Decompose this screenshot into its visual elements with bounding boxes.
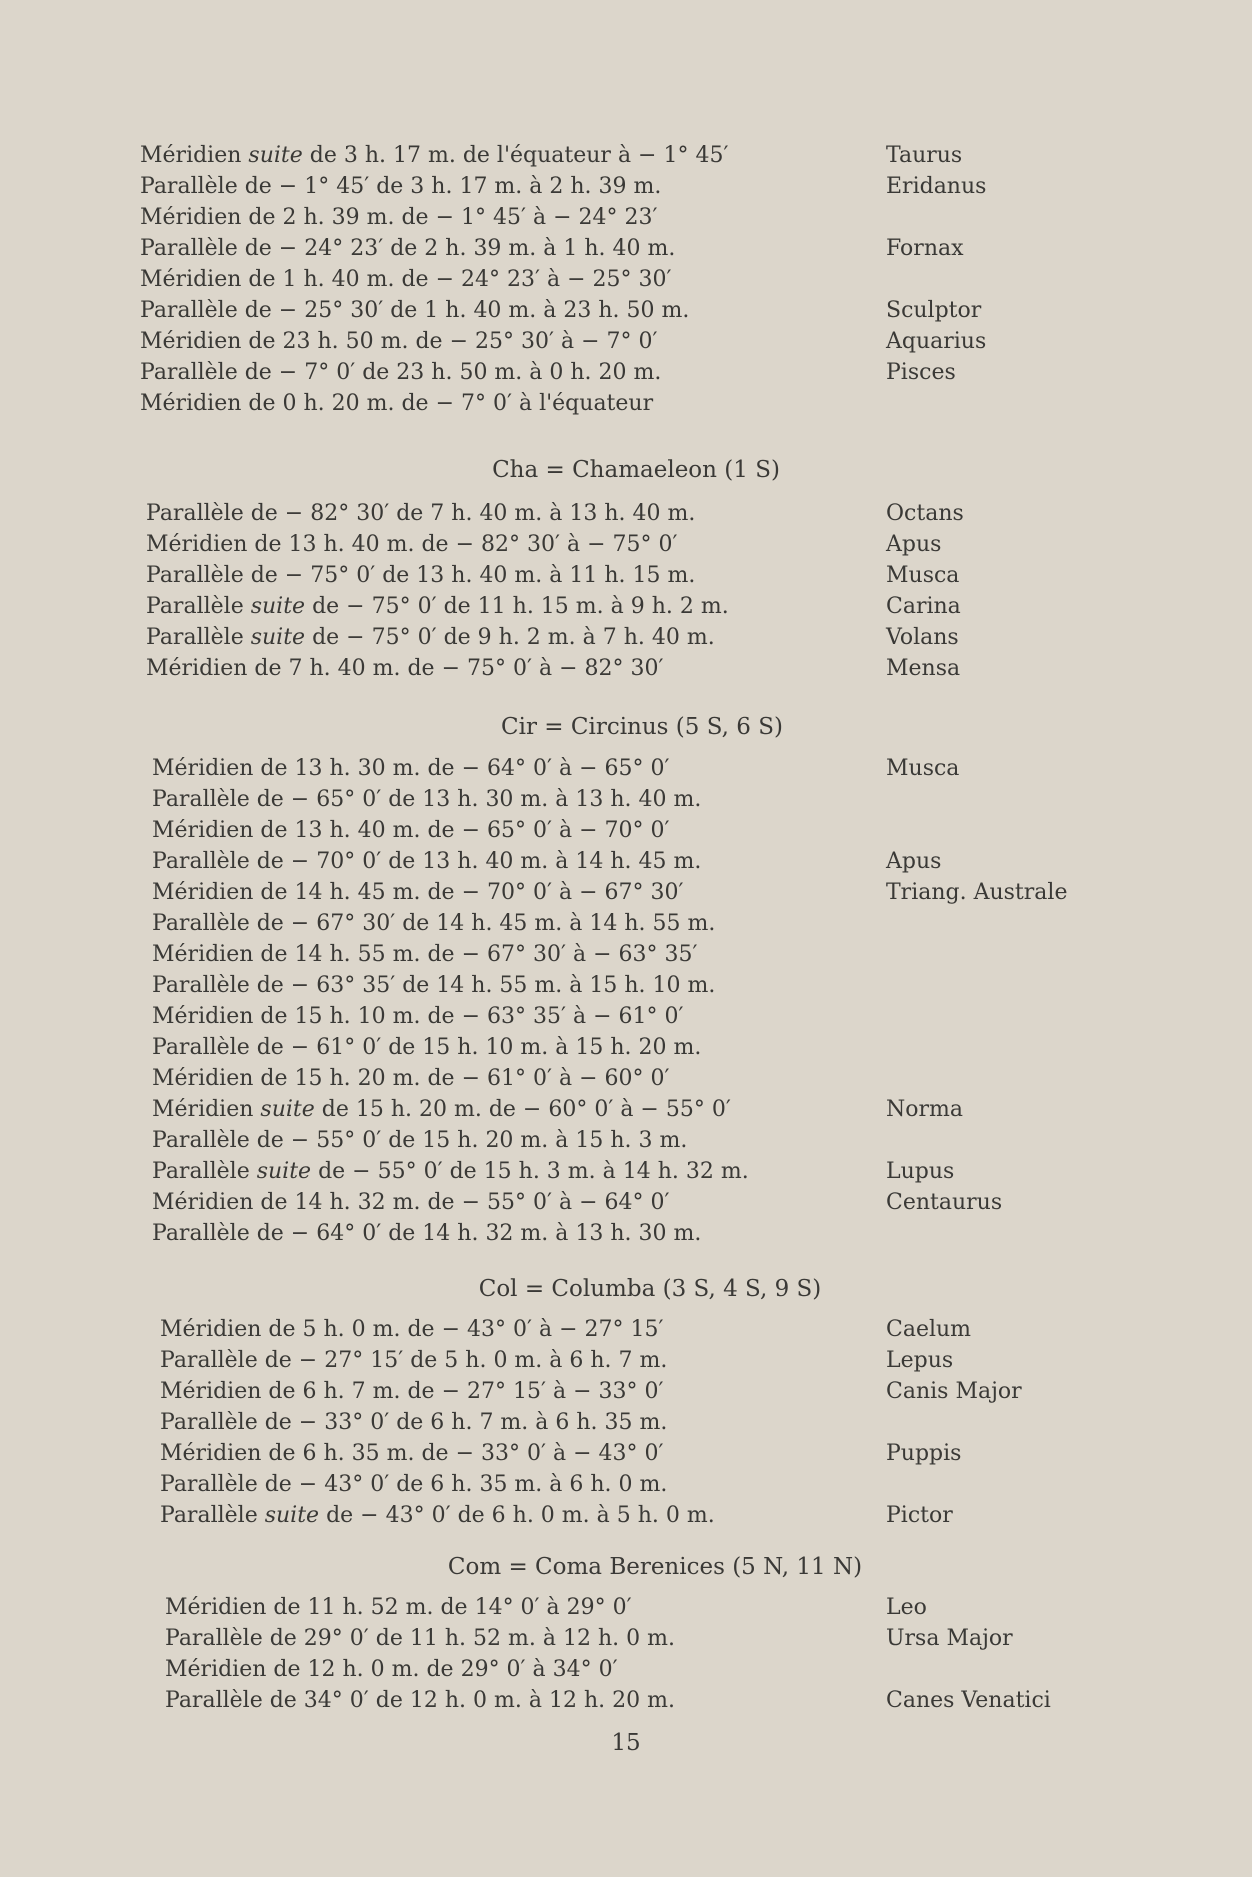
description-text: Parallèle de − 82° 30′ de 7 h. 40 m. à 13 h. 40 m. <box>146 501 696 526</box>
boundary-description <box>152 753 669 784</box>
neighbour-constellation: Caelum <box>886 1317 972 1342</box>
description-text: Méridien de 11 h. 52 m. de 14° 0′ à 29° 0′ <box>165 1595 632 1620</box>
boundary-row <box>146 498 1106 529</box>
boundary-description <box>152 1156 749 1187</box>
boundary-row <box>160 1376 1120 1407</box>
boundary-description <box>140 326 657 357</box>
neighbour-constellation: Taurus <box>886 143 963 168</box>
description-text: Parallèle de − 61° 0′ de 15 h. 10 m. à 15 h. 20 m. <box>152 1035 702 1060</box>
description-text: Méridien de 15 h. 10 m. de − 63° 35′ à − 61° 0′ <box>152 1004 684 1029</box>
description-text: Parallèle de − 67° 30′ de 14 h. 45 m. à 14 h. 55 m. <box>152 911 716 936</box>
boundary-description <box>152 846 701 877</box>
description-text: Parallèle <box>146 625 251 650</box>
description-text: Méridien de 7 h. 40 m. de − 75° 0′ à − 82° 30′ <box>146 656 664 681</box>
boundary-description <box>165 1623 675 1654</box>
boundary-description <box>165 1685 675 1716</box>
description-text: Parallèle <box>146 594 251 619</box>
description-text: Parallèle de − 1° 45′ de 3 h. 17 m. à 2 h. 39 m. <box>140 174 662 199</box>
boundary-description <box>140 357 661 388</box>
neighbour-constellation: Apus <box>886 849 942 874</box>
boundary-row <box>165 1623 1125 1654</box>
boundary-description <box>146 622 715 653</box>
boundary-row <box>152 1063 1112 1094</box>
boundary-description <box>140 388 653 419</box>
neighbour-constellation: Leo <box>886 1595 927 1620</box>
description-text: Méridien de 1 h. 40 m. de − 24° 23′ à − 25° 30′ <box>140 267 672 292</box>
boundary-row <box>146 529 1106 560</box>
boundary-row <box>140 295 1100 326</box>
boundary-row <box>165 1592 1125 1623</box>
description-text: Parallèle de 29° 0′ de 11 h. 52 m. à 12 h. 0 m. <box>165 1626 675 1651</box>
boundary-row <box>152 1125 1112 1156</box>
description-text: Méridien de 13 h. 40 m. de − 82° 30′ à − 75° 0′ <box>146 532 678 557</box>
boundary-row <box>140 264 1100 295</box>
description-text: Parallèle de − 33° 0′ de 6 h. 7 m. à 6 h. 35 m. <box>160 1410 668 1435</box>
description-text: Méridien de 12 h. 0 m. de 29° 0′ à 34° 0′ <box>165 1657 618 1682</box>
boundary-description <box>140 171 661 202</box>
boundary-description <box>146 653 663 684</box>
description-text: Parallèle de 34° 0′ de 12 h. 0 m. à 12 h. 20 m. <box>165 1688 675 1713</box>
neighbour-constellation: Puppis <box>886 1441 962 1466</box>
boundary-list <box>160 1314 1120 1531</box>
neighbour-constellation: Aquarius <box>886 329 987 354</box>
neighbour-constellation: Apus <box>886 532 942 557</box>
boundary-list <box>146 498 1106 684</box>
boundary-description <box>152 877 683 908</box>
boundary-description <box>140 295 689 326</box>
boundary-description <box>152 784 701 815</box>
neighbour-constellation: Sculptor <box>886 298 982 323</box>
boundary-description <box>165 1592 632 1623</box>
neighbour-constellation: Octans <box>886 501 964 526</box>
boundary-description <box>152 815 669 846</box>
description-text: Parallèle de − 70° 0′ de 13 h. 40 m. à 14 h. 45 m. <box>152 849 702 874</box>
description-text: Parallèle de − 24° 23′ de 2 h. 39 m. à 1 h. 40 m. <box>140 236 676 261</box>
neighbour-constellation: Triang. Australe <box>886 880 1068 905</box>
description-text: Parallèle de − 25° 30′ de 1 h. 40 m. à 23 h. 50 m. <box>140 298 690 323</box>
neighbour-constellation: Pictor <box>886 1503 953 1528</box>
description-text: Méridien de 0 h. 20 m. de − 7° 0′ à l'équateur <box>140 391 654 416</box>
section-heading: Cha = Chamaeleon (1 S) <box>492 457 780 483</box>
boundary-description <box>152 1125 687 1156</box>
boundary-list <box>140 140 1100 419</box>
description-text: Méridien de 5 h. 0 m. de − 43° 0′ à − 27° 15′ <box>160 1317 664 1342</box>
boundary-description <box>152 970 715 1001</box>
boundary-description <box>152 908 715 939</box>
description-text: Parallèle de − 55° 0′ de 15 h. 20 m. à 15 h. 3 m. <box>152 1128 688 1153</box>
description-text: Méridien de 23 h. 50 m. de − 25° 30′ à − 7° 0′ <box>140 329 658 354</box>
boundary-description <box>140 233 675 264</box>
neighbour-constellation: Musca <box>886 563 960 588</box>
boundary-row <box>160 1438 1120 1469</box>
boundary-description <box>160 1345 667 1376</box>
boundary-row <box>140 140 1100 171</box>
description-text: Parallèle <box>160 1503 265 1528</box>
boundary-description <box>152 1218 701 1249</box>
boundary-description <box>165 1654 618 1685</box>
description-text: Parallèle de − 65° 0′ de 13 h. 30 m. à 13 h. 40 m. <box>152 787 702 812</box>
description-text: de 15 h. 20 m. de − 60° 0′ à − 55° 0′ <box>314 1097 731 1122</box>
boundary-description <box>146 591 729 622</box>
boundary-row <box>146 560 1106 591</box>
boundary-description <box>140 264 671 295</box>
boundary-description <box>160 1407 667 1438</box>
description-text: Parallèle de − 75° 0′ de 13 h. 40 m. à 11 h. 15 m. <box>146 563 696 588</box>
boundary-row <box>152 1001 1112 1032</box>
boundary-description <box>146 529 677 560</box>
description-text: Parallèle de − 63° 35′ de 14 h. 55 m. à 15 h. 10 m. <box>152 973 716 998</box>
boundary-row <box>160 1345 1120 1376</box>
description-text: de − 75° 0′ de 9 h. 2 m. à 7 h. 40 m. <box>305 625 715 650</box>
neighbour-constellation: Norma <box>886 1097 963 1122</box>
boundary-row <box>165 1654 1125 1685</box>
boundary-row <box>140 233 1100 264</box>
boundary-row <box>140 357 1100 388</box>
boundary-description <box>146 498 695 529</box>
description-text: de − 75° 0′ de 11 h. 15 m. à 9 h. 2 m. <box>305 594 729 619</box>
description-text: Parallèle de − 7° 0′ de 23 h. 50 m. à 0 h. 20 m. <box>140 360 662 385</box>
boundary-row <box>160 1407 1120 1438</box>
italic-suite: suite <box>250 594 306 619</box>
description-text: Parallèle de − 43° 0′ de 6 h. 35 m. à 6 h. 0 m. <box>160 1472 668 1497</box>
boundary-description <box>152 939 697 970</box>
boundary-row <box>160 1469 1120 1500</box>
neighbour-constellation: Centaurus <box>886 1190 1003 1215</box>
boundary-row <box>140 326 1100 357</box>
boundary-row <box>152 846 1112 877</box>
boundary-row <box>152 753 1112 784</box>
boundary-description <box>160 1314 664 1345</box>
italic-suite: suite <box>248 143 303 168</box>
neighbour-constellation: Pisces <box>886 360 956 385</box>
section-heading: Com = Coma Berenices (5 N, 11 N) <box>447 1554 863 1580</box>
italic-suite: suite <box>256 1159 312 1184</box>
boundary-row <box>152 1032 1112 1063</box>
boundary-row <box>140 388 1100 419</box>
boundary-row <box>152 877 1112 908</box>
boundary-list <box>152 753 1112 1249</box>
description-text: Méridien de 13 h. 40 m. de − 65° 0′ à − 70° 0′ <box>152 818 670 843</box>
boundary-row <box>152 1156 1112 1187</box>
description-text: Méridien de 13 h. 30 m. de − 64° 0′ à − 65° 0′ <box>152 756 670 781</box>
boundary-row <box>146 622 1106 653</box>
description-text: de 3 h. 17 m. de l'équateur à − 1° 45′ <box>302 143 729 168</box>
boundary-description <box>152 1032 701 1063</box>
boundary-description <box>160 1438 664 1469</box>
boundary-row <box>152 815 1112 846</box>
italic-suite: suite <box>250 625 306 650</box>
boundary-row <box>152 908 1112 939</box>
boundary-description <box>140 202 657 233</box>
boundary-row <box>152 1094 1112 1125</box>
boundary-description <box>152 1187 669 1218</box>
description-text: Méridien de 6 h. 7 m. de − 27° 15′ à − 33° 0′ <box>160 1379 664 1404</box>
boundary-description <box>160 1376 664 1407</box>
boundary-description <box>152 1094 731 1125</box>
neighbour-constellation: Carina <box>886 594 961 619</box>
description-text: Méridien de 14 h. 45 m. de − 70° 0′ à − 67° 30′ <box>152 880 684 905</box>
boundary-row <box>140 202 1100 233</box>
section-heading: Cir = Circinus (5 S, 6 S) <box>501 714 783 740</box>
boundary-row <box>160 1314 1120 1345</box>
description-text: Méridien de 6 h. 35 m. de − 33° 0′ à − 43° 0′ <box>160 1441 664 1466</box>
boundary-description <box>152 1001 683 1032</box>
description-text: Parallèle <box>152 1159 257 1184</box>
boundary-row <box>146 653 1106 684</box>
neighbour-constellation: Mensa <box>886 656 961 681</box>
neighbour-constellation: Lepus <box>886 1348 954 1373</box>
description-text: Méridien de 14 h. 55 m. de − 67° 30′ à − 63° 35′ <box>152 942 698 967</box>
boundary-row <box>146 591 1106 622</box>
boundary-description <box>152 1063 669 1094</box>
boundary-row <box>152 970 1112 1001</box>
neighbour-constellation: Lupus <box>886 1159 955 1184</box>
description-text: Méridien de 15 h. 20 m. de − 61° 0′ à − 60° 0′ <box>152 1066 670 1091</box>
description-text: de − 55° 0′ de 15 h. 3 m. à 14 h. 32 m. <box>311 1159 749 1184</box>
boundary-description <box>160 1500 715 1531</box>
neighbour-constellation: Canes Venatici <box>886 1688 1051 1713</box>
italic-suite: suite <box>264 1503 320 1528</box>
description-text: Parallèle de − 64° 0′ de 14 h. 32 m. à 13 h. 30 m. <box>152 1221 702 1246</box>
section-heading: Col = Columba (3 S, 4 S, 9 S) <box>478 1276 822 1302</box>
boundary-row <box>152 1187 1112 1218</box>
boundary-description <box>140 140 728 171</box>
neighbour-constellation: Canis Major <box>886 1379 1022 1404</box>
description-text: Méridien de 2 h. 39 m. de − 1° 45′ à − 24° 23′ <box>140 205 658 230</box>
boundary-description <box>146 560 695 591</box>
neighbour-constellation: Volans <box>886 625 959 650</box>
italic-suite: suite <box>260 1097 315 1122</box>
boundary-row <box>140 171 1100 202</box>
boundary-row <box>165 1685 1125 1716</box>
description-text: Parallèle de − 27° 15′ de 5 h. 0 m. à 6 h. 7 m. <box>160 1348 668 1373</box>
neighbour-constellation: Musca <box>886 756 960 781</box>
neighbour-constellation: Eridanus <box>886 174 987 199</box>
boundary-row <box>160 1500 1120 1531</box>
description-text: Méridien de 14 h. 32 m. de − 55° 0′ à − 64° 0′ <box>152 1190 670 1215</box>
description-text: de − 43° 0′ de 6 h. 0 m. à 5 h. 0 m. <box>319 1503 715 1528</box>
description-text: Méridien <box>140 143 249 168</box>
boundary-description <box>160 1469 667 1500</box>
boundary-row <box>152 784 1112 815</box>
neighbour-constellation: Ursa Major <box>886 1626 1013 1651</box>
page-number: 15 <box>611 1730 641 1756</box>
neighbour-constellation: Fornax <box>886 236 964 261</box>
boundary-list <box>165 1592 1125 1716</box>
boundary-row <box>152 939 1112 970</box>
boundary-row <box>152 1218 1112 1249</box>
description-text: Méridien <box>152 1097 261 1122</box>
